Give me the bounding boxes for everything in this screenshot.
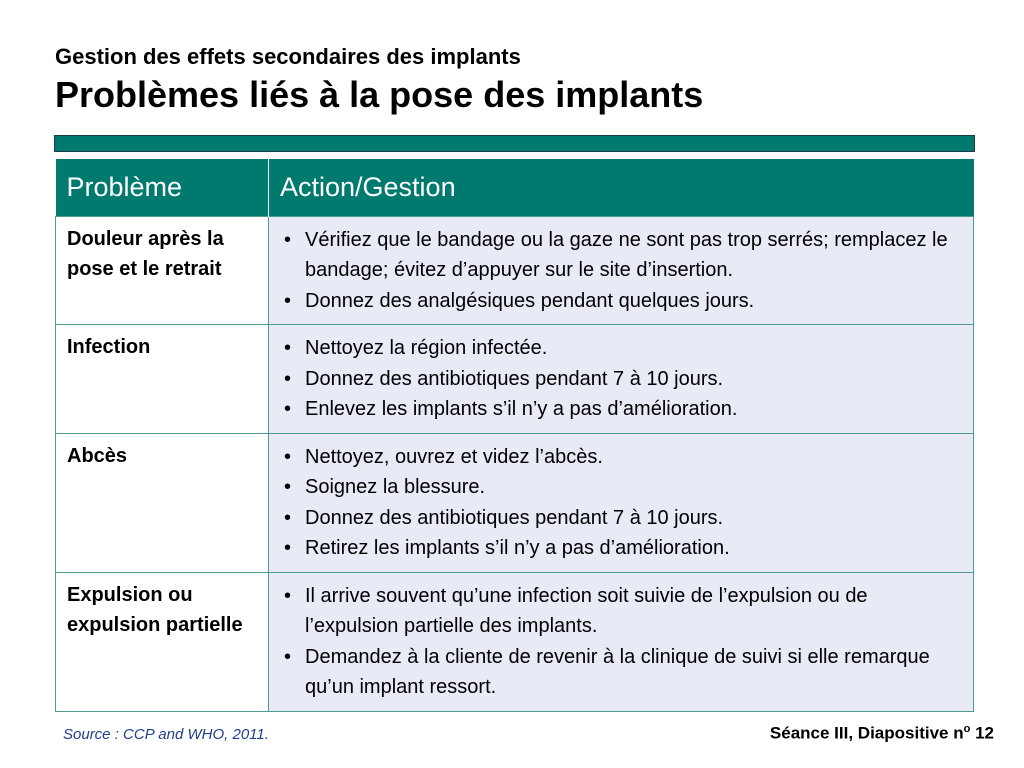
action-item: • Donnez des antibiotiques pendant 7 à 10 jours.	[284, 503, 961, 534]
slide-label-superscript: o	[963, 723, 971, 735]
action-item: • Soignez la blessure.	[284, 472, 961, 503]
problem-cell: Douleur après la pose et le retrait	[56, 216, 269, 325]
action-item: • Nettoyez, ouvrez et videz l’abcès.	[284, 442, 961, 473]
action-cell	[269, 433, 974, 572]
action-item: • Vérifiez que le bandage ou la gaze ne sont pas trop serrés; remplacez le bandage; évitez d’appuyer sur le site d’insertion.	[284, 225, 961, 286]
problem-cell: Infection	[56, 325, 269, 434]
problem-cell: Abcès	[56, 433, 269, 572]
source-citation: Source : CCP and WHO, 2011.	[63, 726, 269, 743]
action-item: • Enlevez les implants s’il n’y a pas d’amélioration.	[284, 394, 961, 425]
table-header-row	[56, 159, 974, 216]
slide-label: Séance III, Diapositive n	[769, 723, 964, 743]
action-item: • Donnez des analgésiques pendant quelques jours.	[284, 286, 961, 317]
slide-number-value: 12	[975, 723, 994, 743]
action-item: • Donnez des antibiotiques pendant 7 à 10 jours.	[284, 364, 961, 395]
action-list	[284, 225, 961, 317]
table-row	[56, 325, 974, 434]
action-list	[284, 333, 961, 425]
action-cell	[269, 325, 974, 434]
table-row	[56, 216, 974, 325]
problem-cell: Expulsion ou expulsion partielle	[56, 572, 269, 711]
title-divider-bar	[54, 135, 975, 152]
slide-number	[770, 723, 994, 744]
column-header-problem: Problème	[56, 159, 269, 216]
action-item: • Demandez à la cliente de revenir à la clinique de suivi si elle remarque qu’un implant ressort.	[284, 642, 961, 703]
action-list	[284, 442, 961, 564]
slide-subtitle: Gestion des effets secondaires des implants	[55, 44, 521, 69]
slide-title: Problèmes liés à la pose des implants	[55, 74, 704, 115]
column-header-action: Action/Gestion	[269, 159, 974, 216]
action-item: • Retirez les implants s’il n’y a pas d’amélioration.	[284, 533, 961, 564]
action-list	[284, 581, 961, 703]
problems-table	[55, 159, 974, 712]
table-row	[56, 572, 974, 711]
action-item: • Il arrive souvent qu’une infection soit suivie de l’expulsion ou de l’expulsion partielle des implants.	[284, 581, 961, 642]
action-cell	[269, 216, 974, 325]
table-row	[56, 433, 974, 572]
action-item: • Nettoyez la région infectée.	[284, 333, 961, 364]
action-cell	[269, 572, 974, 711]
